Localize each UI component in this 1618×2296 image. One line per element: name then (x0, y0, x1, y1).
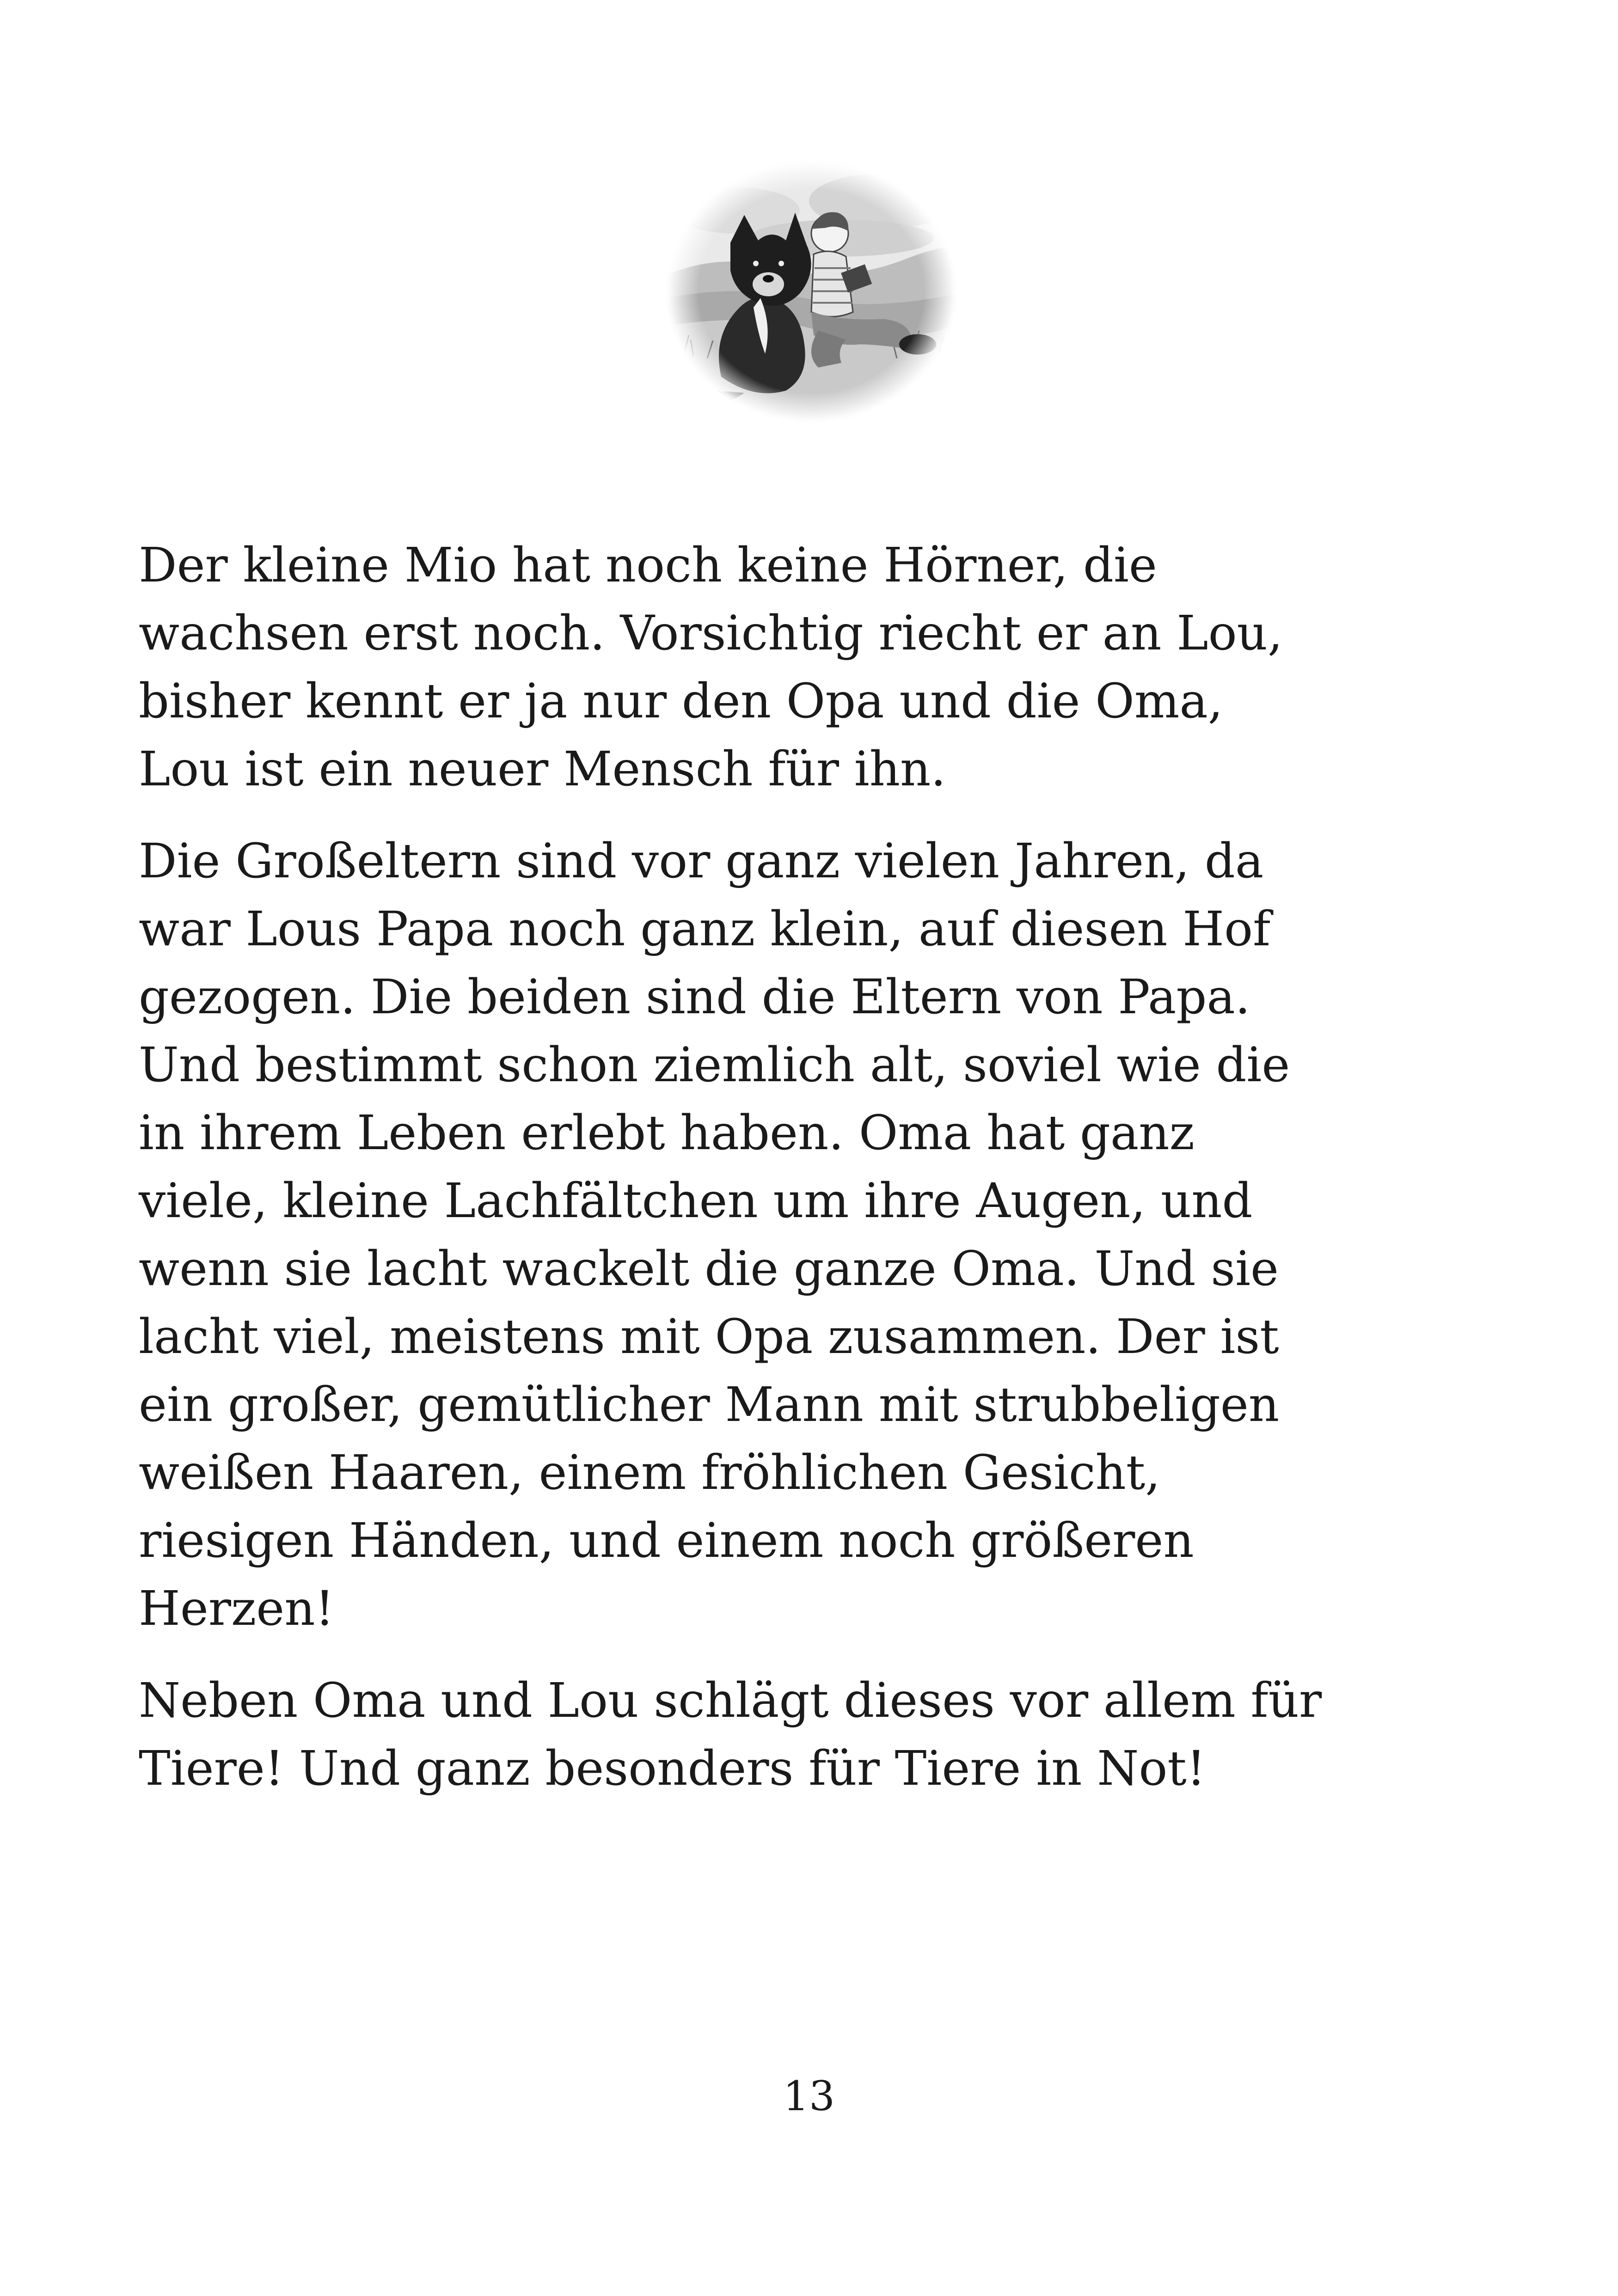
text-line: viele, kleine Lachfältchen um ihre Augen, und (139, 1173, 1253, 1229)
text-line: Und bestimmt schon ziemlich alt, soviel wie die (139, 1037, 1290, 1093)
text-line: riesigen Händen, und einem noch größeren (139, 1513, 1194, 1568)
text-line: lacht viel, meistens mit Opa zusammen. Der ist (139, 1309, 1279, 1365)
text-line: war Lous Papa noch ganz klein, auf diesen Hof (139, 901, 1271, 957)
text-line: Tiere! Und ganz besonders für Tiere in Not! (139, 1741, 1206, 1796)
text-line: Neben Oma und Lou schlägt dieses vor allem für (139, 1673, 1322, 1728)
text-line: in ihrem Leben erlebt haben. Oma hat ganz (139, 1105, 1195, 1161)
paragraph (139, 827, 1516, 1643)
text-line: ein großer, gemütlicher Mann mit strubbeligen (139, 1377, 1280, 1433)
text-line: Der kleine Mio hat noch keine Hörner, die (139, 538, 1157, 593)
text-line: Lou ist ein neuer Mensch für ihn. (139, 741, 946, 797)
text-line: bisher kennt er ja nur den Opa und die Oma, (139, 673, 1223, 729)
page-number: 13 (783, 2072, 835, 2120)
text-line: Herzen! (139, 1581, 334, 1636)
body-text (139, 532, 1516, 1827)
text-line: wachsen erst noch. Vorsichtig riecht er an Lou, (139, 606, 1283, 661)
text-line: wenn sie lacht wackelt die ganze Oma. Und sie (139, 1241, 1279, 1297)
text-line: weißen Haaren, einem fröhlichen Gesicht, (139, 1445, 1160, 1500)
paragraph (139, 532, 1516, 803)
text-line: Die Großeltern sind vor ganz vielen Jahren, da (139, 833, 1264, 889)
text-line: gezogen. Die beiden sind die Eltern von Papa. (139, 969, 1250, 1025)
chapter-vignette-illustration (666, 159, 957, 423)
paragraph (139, 1667, 1516, 1803)
